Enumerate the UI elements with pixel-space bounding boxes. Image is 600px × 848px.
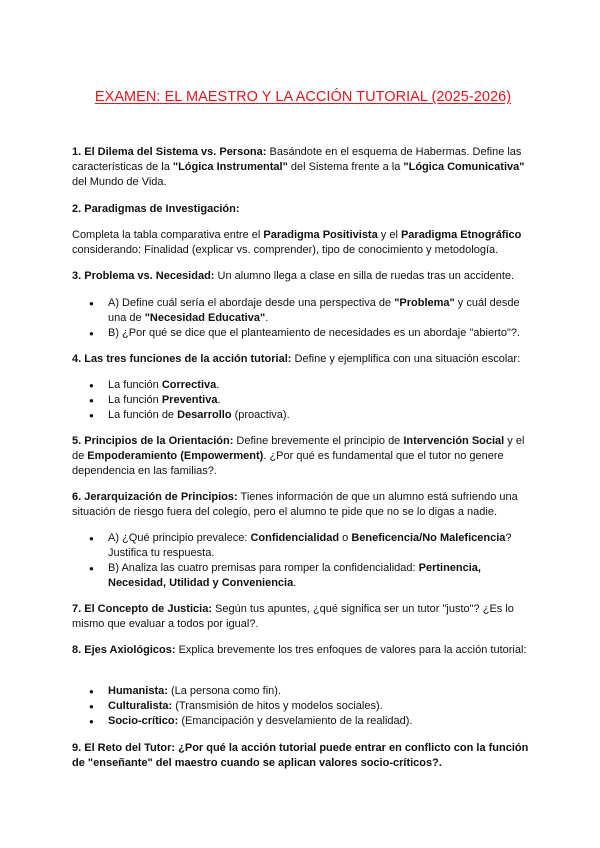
question-3 (72, 269, 534, 284)
exam-title: EXAMEN: EL MAESTRO Y LA ACCIÓN TUTORIAL (2025-2026) (94, 89, 512, 105)
question-label: 5. Principios de la Orientación: (72, 435, 234, 447)
question-1 (72, 145, 534, 190)
list-item: ● B) ¿Por qué se dice que el planteamiento de necesidades es un abordaje "abierto"?. (72, 326, 534, 341)
list-item: ● Socio-crítico: (Emancipación y desvelamiento de la realidad). (72, 714, 534, 729)
question-7 (72, 602, 534, 632)
question-text: Define y ejemplifica con una situación escolar: (291, 353, 521, 365)
question-text: Completa la tabla comparativa entre el (72, 229, 264, 241)
question-text: Explica brevemente los tres enfoques de valores para la acción tutorial: (175, 644, 527, 656)
list-item: ● B) Analiza las cuatro premisas para romper la confidencialidad: Pertinencia, Necesidad, Utilidad y Conveniencia. (72, 561, 534, 591)
question-text: del Sistema frente a la (287, 161, 404, 173)
list-item: ● La función Preventiva. (72, 393, 534, 408)
question-label: 8. Ejes Axiológicos: (72, 644, 176, 656)
question-label: 2. Paradigmas de Investigación: (72, 203, 240, 215)
question-text: y el (377, 229, 401, 241)
bold-term: "Lógica Instrumental" (172, 161, 288, 173)
question-text: Tienes información de que un alumno está sufriendo una situación de riesgo fuera del colegio, pero el alumno te pide que no se lo digas a nadie. (72, 491, 518, 518)
question-label: 3. Problema vs. Necesidad: (72, 270, 215, 282)
bold-term: Paradigma Positivista (263, 229, 378, 241)
question-text: Un alumno llega a clase en silla de ruedas tras un accidente. (214, 270, 515, 282)
question-label: 7. El Concepto de Justicia: (72, 603, 212, 615)
list-item: ● Culturalista: (Transmisión de hitos y modelos sociales). (72, 699, 534, 714)
question-text: del Mundo de Vida. (72, 176, 167, 188)
question-6-list (72, 531, 534, 591)
list-item: ● A) Define cuál sería el abordaje desde una perspectiva de "Problema" y cuál desde una de "Necesidad Educativa". (72, 296, 534, 326)
question-text: Basándote en el esquema de Habermas. Define las características de la (72, 146, 522, 173)
question-6 (72, 490, 534, 520)
question-text: . ¿Por qué es fundamental que el tutor no genere dependencia en las familias?. (72, 450, 504, 477)
question-8 (72, 643, 534, 658)
question-3-list (72, 296, 534, 341)
question-5 (72, 434, 534, 479)
list-item: ● Humanista: (La persona como fin). (72, 684, 534, 699)
question-label: 6. Jerarquización de Principios: (72, 491, 238, 503)
question-4 (72, 352, 534, 367)
question-label: 1. El Dilema del Sistema vs. Persona: (72, 146, 267, 158)
question-text: considerando: Finalidad (explicar vs. comprender), tipo de conocimiento y metodología. (72, 244, 499, 256)
list-item: ● La función de Desarrollo (proactiva). (72, 408, 534, 423)
question-4-list (72, 378, 534, 423)
bold-term: "Lógica Comunicativa" (403, 161, 525, 173)
question-2 (72, 228, 534, 258)
question-text: Según tus apuntes, ¿qué significa ser un tutor "justo"? ¿Es lo mismo que evaluar a todos por igual?. (72, 603, 514, 630)
question-8-list (72, 684, 534, 729)
question-text: Define brevemente el principio de (233, 435, 404, 447)
question-9 (72, 741, 534, 771)
question-label: 9. El Reto del Tutor: (72, 742, 176, 754)
question-2-heading (72, 202, 534, 217)
list-item: ● La función Correctiva. (72, 378, 534, 393)
question-text: ¿Por qué la acción tutorial puede entrar en conflicto con la función de "enseñante" del maestro cuando se aplican valores socio-críticos?. (72, 742, 529, 769)
list-item: ● A) ¿Qué principio prevalece: Confidencialidad o Beneficencia/No Maleficencia? Justifica tu respuesta. (72, 531, 534, 561)
bold-term: Empoderamiento (Empowerment) (87, 450, 264, 462)
question-text: y el de (72, 435, 525, 462)
question-label: 4. Las tres funciones de la acción tutorial: (72, 353, 292, 365)
bold-term: Intervención Social (403, 435, 505, 447)
bold-term: Paradigma Etnográfico (400, 229, 522, 241)
